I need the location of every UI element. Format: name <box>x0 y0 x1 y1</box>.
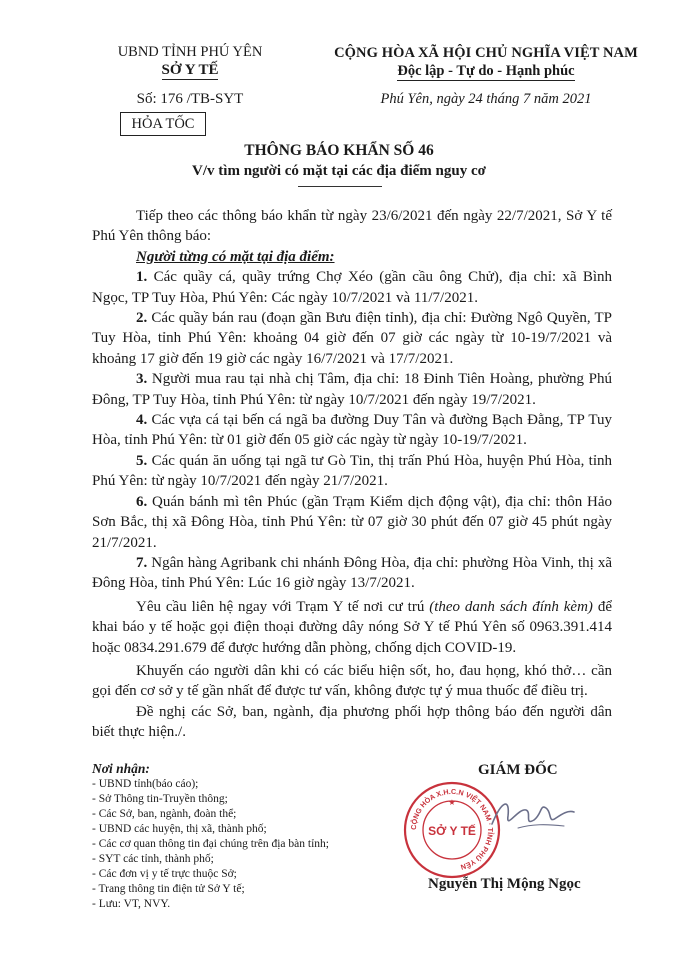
location-item-number: 2. <box>136 310 148 327</box>
location-item <box>92 492 612 553</box>
official-stamp <box>402 780 502 880</box>
location-item-text: Các quán ăn uống tại ngã tư Gò Tin, thị trấn Phú Hòa, huyện Phú Hòa, tỉnh Phú Yên: từ ngày 10/7/2021 đến ngày 21/7/2021. <box>92 452 613 490</box>
recipient-item: - Các Sở, ban, ngành, đoàn thể; <box>92 808 237 820</box>
issuer-block <box>70 44 310 108</box>
recipient-item: - UBND tỉnh(báo cáo); <box>92 778 199 790</box>
location-item <box>92 451 612 492</box>
recipient-item: - UBND các huyện, thị xã, thành phố; <box>92 823 267 835</box>
document-subtitle: V/v tìm người có mặt tại các địa điểm nguy cơ <box>192 163 486 179</box>
title-divider <box>298 186 382 187</box>
location-list <box>92 267 612 594</box>
location-item-text: Quán bánh mì tên Phúc (gần Trạm Kiểm dịch động vật), địa chỉ: thôn Hảo Sơn Bắc, thị xã Đông Hòa, tỉnh Phú Yên: từ 07 giờ 30 phút đến 07 giờ 45 phút ngày 21/7/2021. <box>92 493 613 551</box>
recipients-block <box>92 760 392 912</box>
stamp-ring-text: CỘNG HÒA X.H.C.N VIỆT NAM · TỈNH PHÚ YÊN <box>408 786 496 872</box>
request-text-2: để khai báo y tế hoặc gọi điện thoại đường dây nóng Sở Y tế Phú Yên số 0963.391.414 hoặc 0834.291.679 để được hướng dẫn phòng, chống dịch COVID-19. <box>92 598 612 656</box>
advice-paragraph: Khuyến cáo người dân khi có các biểu hiện sốt, ho, đau họng, khó thở… cần gọi đến cơ sở y tế gần nhất để được tư vấn, không được tự ý mua thuốc để điều trị. <box>92 662 612 700</box>
recipients-heading: Nơi nhận: <box>92 761 150 776</box>
location-item-number: 4. <box>136 412 148 429</box>
request-text-1: Yêu cầu liên hệ ngay với Trạm Y tế nơi cư trú <box>136 598 430 615</box>
section-heading: Người từng có mặt tại địa điểm: <box>136 248 335 265</box>
nation-name: CỘNG HÒA XÃ HỘI CHỦ NGHĨA VIỆT NAM <box>334 45 638 61</box>
recipient-item: - Các đơn vị y tế trực thuộc Sở; <box>92 868 237 880</box>
closing-paragraph: Đề nghị các Sở, ban, ngành, địa phương phối hợp thông báo đến người dân biết thực hiện./. <box>92 703 612 741</box>
signer-title: GIÁM ĐỐC <box>478 762 558 778</box>
location-item-text: Ngân hàng Agribank chi nhánh Đông Hòa, địa chỉ: phường Hòa Vinh, thị xã Đông Hòa, tỉnh Phú Yên: Lúc 16 giờ ngày 13/7/2021. <box>92 554 612 592</box>
recipient-item: - Lưu: VT, NVY. <box>92 898 171 910</box>
recipient-item: - SYT các tỉnh, thành phố; <box>92 853 214 865</box>
recipients-list <box>92 777 392 912</box>
location-item-text: Các quầy cá, quầy trứng Chợ Xéo (gần cầu ông Chử), địa chỉ: xã Bình Ngọc, TP Tuy Hòa, Phú Yên: Các ngày 10/7/2021 và 11/7/2021. <box>92 269 613 306</box>
location-item-number: 3. <box>136 371 148 388</box>
location-item-text: Người mua rau tại nhà chị Tâm, địa chỉ: 18 Đinh Tiên Hoàng, phường Phú Đông, TP Tuy Hòa, tỉnh Phú Yên: từ ngày 10/7/2021 đến ngày 19/7/2021. <box>92 371 612 408</box>
stamp-star-icon: ★ <box>448 798 456 807</box>
request-attachment-note: (theo danh sách đính kèm) <box>429 598 593 615</box>
location-item-number: 5. <box>136 452 148 469</box>
request-paragraph <box>92 597 612 658</box>
location-item-text: Các quầy bán rau (đoạn gần Bưu điện tỉnh), địa chỉ: Đường Ngô Quyền, TP Tuy Hòa, tỉnh Phú Yên: khoảng 04 giờ đến 07 giờ các ngày từ 10-19/7/2021 và khoảng 17 giờ đến 19 giờ các ngày 16/7/2021 và 17/7/2021. <box>92 310 612 367</box>
intro-paragraph: Tiếp theo các thông báo khẩn từ ngày 23/6/2021 đến ngày 22/7/2021, Sở Y tế Phú Yên thông báo: <box>92 208 612 245</box>
location-item <box>92 308 612 369</box>
issuer-dept: SỞ Y TẾ <box>161 62 219 78</box>
place-date: Phú Yên, ngày 24 tháng 7 năm 2021 <box>380 91 592 107</box>
national-motto: Độc lập - Tự do - Hạnh phúc <box>397 63 575 79</box>
location-item <box>92 410 612 451</box>
location-item <box>92 369 612 410</box>
handwritten-signature <box>488 790 578 840</box>
location-item <box>92 553 612 594</box>
location-item <box>92 267 612 308</box>
document-body <box>92 206 612 743</box>
location-item-number: 1. <box>136 269 148 286</box>
signer-name: Nguyễn Thị Mộng Ngọc <box>428 876 581 892</box>
location-item-number: 7. <box>136 554 148 571</box>
national-header <box>316 44 656 108</box>
issuer-org: UBND TỈNH PHÚ YÊN <box>117 44 263 60</box>
recipient-item: - Sở Thông tin-Truyền thông; <box>92 793 228 805</box>
urgency-badge: HỎA TỐC <box>120 112 206 136</box>
document-number: Số: 176 /TB-SYT <box>136 91 244 107</box>
stamp-center-text: SỞ Y TẾ <box>428 824 476 838</box>
recipient-item: - Các cơ quan thông tin đại chúng trên địa bàn tỉnh; <box>92 838 329 850</box>
recipient-item: - Trang thông tin điện tử Sở Y tế; <box>92 883 245 895</box>
location-item-number: 6. <box>136 493 148 510</box>
location-item-text: Các vựa cá tại bến cá ngã ba đường Duy Tân và đường Bạch Đằng, TP Tuy Hòa, tỉnh Phú Yên: từ 01 giờ đến 05 giờ các ngày từ ngày 10-19/7/2021. <box>92 412 612 449</box>
document-title: THÔNG BÁO KHẨN SỐ 46 <box>244 142 434 159</box>
